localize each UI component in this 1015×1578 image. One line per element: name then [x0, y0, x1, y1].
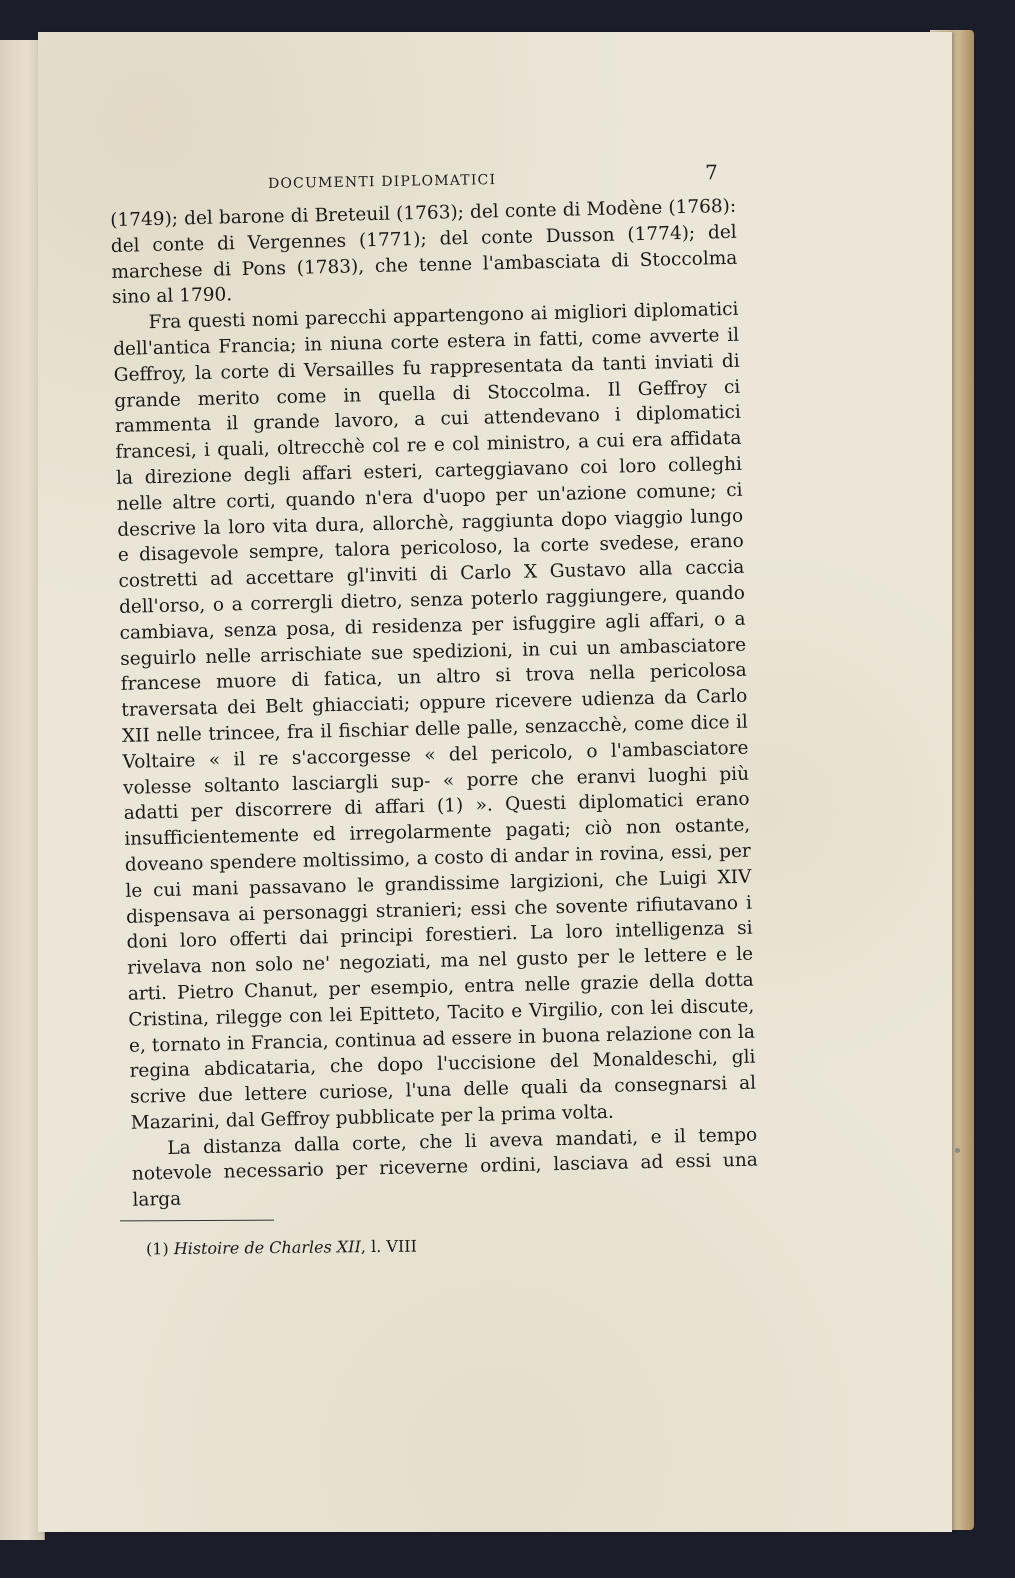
page-number: 7	[704, 160, 719, 185]
footnote-marker: (1)	[145, 1239, 169, 1259]
body-text	[110, 194, 759, 1214]
footnote-reference: , l. VIII	[360, 1236, 417, 1257]
margin-mark	[955, 1148, 960, 1153]
paragraph-3: La distanza dalla corte, che li aveva mandati, e il tempo notevole necessario per riceverne ordini, lasciava ad essi una larga	[131, 1124, 759, 1212]
running-head: DOCUMENTI DIPLOMATICI	[267, 172, 497, 193]
footnote	[146, 1237, 417, 1259]
footnote-title: Histoire de Charles XII	[173, 1237, 361, 1259]
paragraph-1: (1749); del barone di Breteuil (1763); del conte di Modène (1768): del conte di Vergennes (1771); del conte Dusson (1774); del marchese di Pons (1783), che tenne l'ambasciata di Stoccolma sino al 1790.	[110, 195, 738, 309]
paragraph-2: Fra questi nomi parecchi appartengono ai migliori diplomatici dell'antica Francia; in niuna corte estera in fatti, come avverte il Geffroy, la corte di Versailles fu rappresentata da tanti inviati di grande merito come in quella di Stoccolma. Il Geffroy ci rammenta il grande lavoro, a cui attendevano i diplomatici francesi, i quali, oltrecchè col re e col ministro, a cui era affidata la direzione degli affari esteri, carteggiavano coi loro colleghi nelle altre corti, quando n'era d'uopo per un'azione comune; ci descrive la loro vita dura, allorchè, raggiunta dopo viaggio lungo e disagevole sempre, talora pericoloso, la corte svedese, erano costretti ad accettare gl'inviti di Carlo X Gustavo alla caccia dell'orso, o a corrergli dietro, senza poterlo raggiungere, quando cambiava, senza posa, di residenza per isfuggire agli affari, o a seguirlo nelle arrischiate sue spedizioni, in cui un ambasciatore francese muore di fatica, un altro si trova nella pericolosa traversata dei Belt ghiacciati; oppure ricevere udienza da Carlo XII nelle trincee, fra il fischiar delle palle, senzacchè, come dice il Voltaire « il re s'accorgesse « del pericolo, o l'ambasciatore volesse soltanto lasciargli sup- « porre che eranvi luoghi più adatti per discorrere di affari (1) ». Questi diplomatici erano insufficientemente ed irregolarmente pagati; ciò non ostante, doveano spendere moltissimo, a costo di andar in rovina, essi, per le cui mani passavano le grandissime largizioni, che Luigi XIV dispensava ai personaggi stranieri; essi che sovente rifiutavano i doni loro offerti dai principi forestieri. La loro intelligenza si rivelava non solo ne' negoziati, ma nel gusto per le lettere e le arti. Pietro Chanut, per esempio, entra nelle grazie della dotta Cristina, rilegge con lei Epitteto, Tacito e Virgilio, con lei discute, e, tornato in Francia, continua ad essere in buona relazione con la regina abdicataria, che dopo l'uccisione del Monaldeschi, gli scrive due lettere curiose, l'una delle quali da consegnarsi al Mazarini, dal Geffroy pubblicate per la prima volta.	[112, 298, 757, 1134]
